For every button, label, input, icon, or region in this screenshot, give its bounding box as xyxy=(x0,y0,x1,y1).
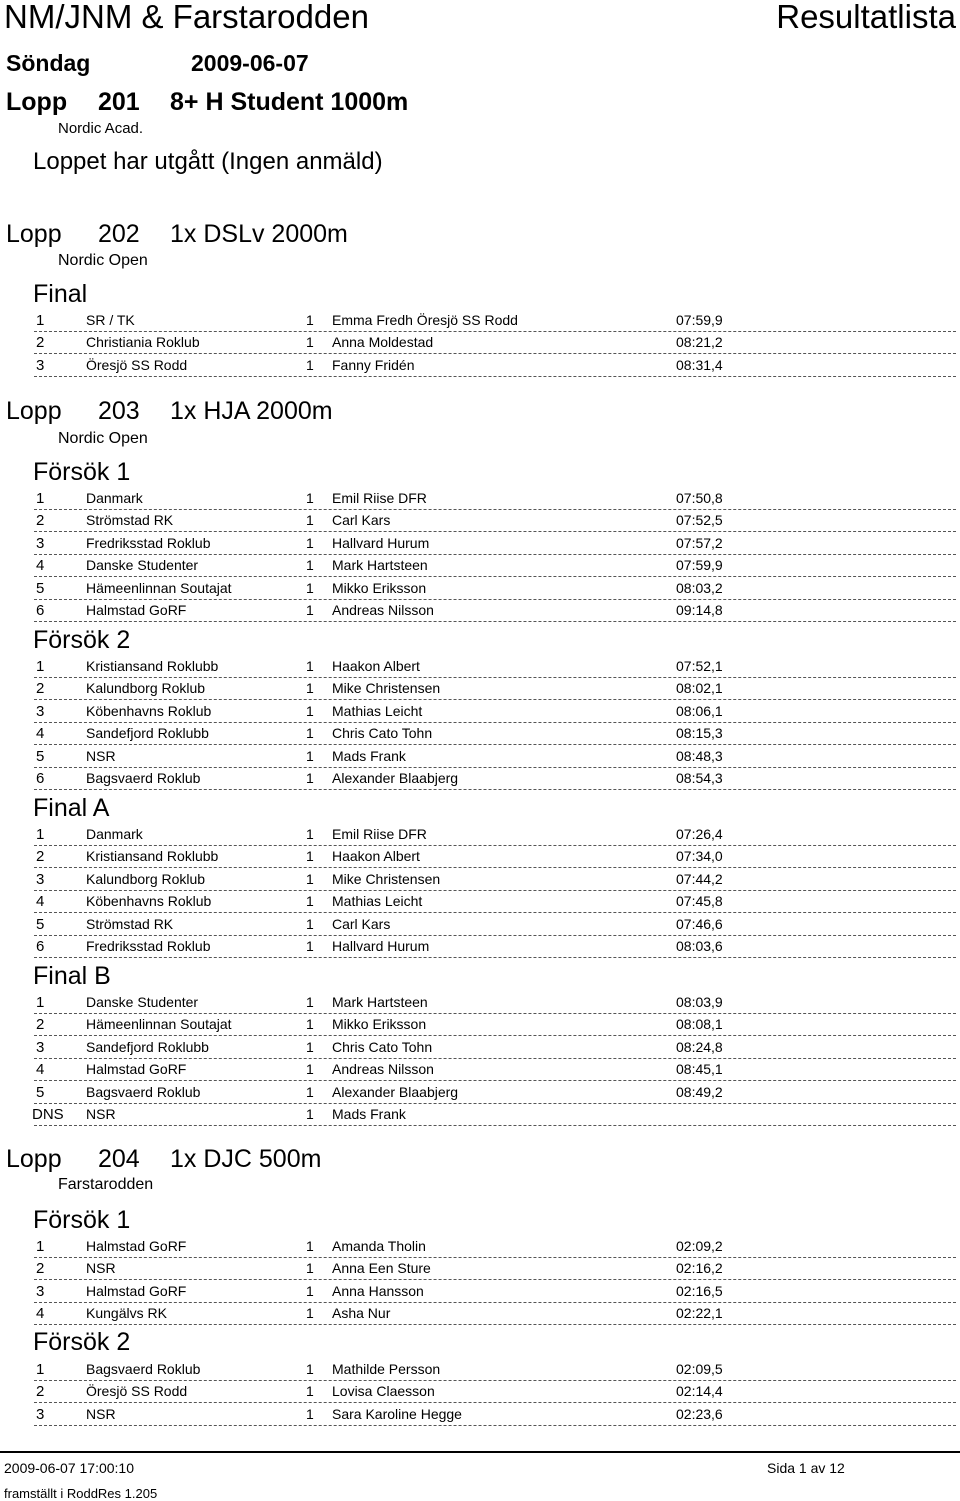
result-position: 2 xyxy=(36,1383,45,1401)
result-row xyxy=(0,848,960,870)
race-venue: Nordic Open xyxy=(58,252,148,269)
row-separator xyxy=(34,331,956,332)
result-time: 08:49,2 xyxy=(676,1083,723,1100)
result-rower: Carl Kars xyxy=(332,915,391,932)
result-club: Fredriksstad Roklub xyxy=(86,534,211,551)
result-position: 3 xyxy=(36,702,45,720)
result-time: 07:52,1 xyxy=(676,658,723,674)
result-row xyxy=(0,490,960,512)
result-boat-number: 1 xyxy=(306,658,314,674)
result-boat-number: 1 xyxy=(306,680,314,697)
row-separator xyxy=(34,531,956,532)
result-club: Köbenhavns Roklub xyxy=(86,702,212,719)
row-separator xyxy=(34,957,956,958)
row-separator xyxy=(34,677,956,678)
result-row xyxy=(0,916,960,938)
race-label: Lopp xyxy=(6,88,68,116)
result-boat-number: 1 xyxy=(306,848,314,865)
result-row xyxy=(0,938,960,960)
result-club: Halmstad GoRF xyxy=(86,602,187,619)
result-position: 3 xyxy=(36,1282,45,1300)
result-row xyxy=(0,602,960,624)
result-position: 3 xyxy=(36,356,45,374)
row-separator xyxy=(34,1035,956,1036)
footer-timestamp: 2009-06-07 17:00:10 xyxy=(4,1460,134,1476)
result-rower: Chris Cato Tohn xyxy=(332,725,433,742)
result-club: Hämeenlinnan Soutajat xyxy=(86,1016,232,1033)
result-boat-number: 1 xyxy=(306,747,314,764)
result-row xyxy=(0,748,960,770)
row-separator xyxy=(34,1125,956,1126)
row-separator xyxy=(34,744,956,745)
row-separator xyxy=(34,509,956,510)
row-separator xyxy=(34,1058,956,1059)
result-position: 5 xyxy=(36,915,45,933)
result-rower: Fanny Fridén xyxy=(332,356,415,373)
result-time: 07:34,0 xyxy=(676,848,723,865)
result-row xyxy=(0,312,960,334)
result-club: Kalundborg Roklub xyxy=(86,870,206,887)
result-position: 6 xyxy=(36,770,45,788)
heat-title: Försök 2 xyxy=(33,626,131,654)
result-position: 2 xyxy=(36,334,45,352)
result-time: 02:23,6 xyxy=(676,1405,723,1422)
result-position: 4 xyxy=(36,893,45,911)
result-row xyxy=(0,770,960,792)
result-rower: Mike Christensen xyxy=(332,870,441,887)
result-rower: Andreas Nilsson xyxy=(332,1061,434,1078)
result-rower: Anna Moldestad xyxy=(332,334,434,351)
result-club: Christiania Roklub xyxy=(86,334,200,351)
result-rower: Mike Christensen xyxy=(332,680,441,697)
result-row xyxy=(0,703,960,725)
result-rower: Mikko Eriksson xyxy=(332,579,427,596)
result-club: Strömstad RK xyxy=(86,915,174,932)
result-time: 07:44,2 xyxy=(676,870,723,887)
result-position: 4 xyxy=(36,557,45,575)
result-time: 02:16,2 xyxy=(676,1260,723,1277)
result-row xyxy=(0,893,960,915)
result-boat-number: 1 xyxy=(306,826,314,842)
result-rower: Hallvard Hurum xyxy=(332,938,430,955)
row-separator xyxy=(34,554,956,555)
result-rower: Alexander Blaabjerg xyxy=(332,1083,459,1100)
result-position: 5 xyxy=(36,747,45,765)
result-club: Danske Studenter xyxy=(86,994,199,1010)
result-time: 08:03,6 xyxy=(676,938,723,955)
result-boat-number: 1 xyxy=(306,1361,314,1377)
row-separator xyxy=(34,722,956,723)
row-separator xyxy=(34,890,956,891)
row-separator xyxy=(34,1380,956,1381)
result-position: 3 xyxy=(36,870,45,888)
row-separator xyxy=(34,621,956,622)
result-row xyxy=(0,512,960,534)
result-position: 4 xyxy=(36,725,45,743)
result-row xyxy=(0,1061,960,1083)
result-boat-number: 1 xyxy=(306,1061,314,1078)
race-number: 203 xyxy=(98,397,140,425)
result-boat-number: 1 xyxy=(306,870,314,887)
result-club: Fredriksstad Roklub xyxy=(86,938,211,955)
result-position: 4 xyxy=(36,1061,45,1079)
row-separator xyxy=(34,576,956,577)
result-time: 08:03,2 xyxy=(676,579,723,596)
result-rower: Andreas Nilsson xyxy=(332,602,434,619)
heat-title: Final xyxy=(33,280,88,308)
race-name: 1x HJA 2000m xyxy=(170,397,333,425)
result-club: Öresjö SS Rodd xyxy=(86,1383,188,1400)
result-position: 1 xyxy=(36,1238,45,1255)
result-club: Bagsvaerd Roklub xyxy=(86,770,201,787)
document-title: NM/JNM & Farstarodden xyxy=(4,0,369,35)
result-club: Kungälvs RK xyxy=(86,1305,167,1322)
result-time: 07:57,2 xyxy=(676,534,723,551)
result-time: 07:45,8 xyxy=(676,893,723,910)
result-row xyxy=(0,1238,960,1260)
heat-title: Försök 1 xyxy=(33,458,131,486)
result-boat-number: 1 xyxy=(306,1106,314,1123)
result-boat-number: 1 xyxy=(306,938,314,955)
result-position: 4 xyxy=(36,1305,45,1323)
result-rower: Amanda Tholin xyxy=(332,1238,426,1254)
result-position: 5 xyxy=(36,1083,45,1101)
result-time: 07:50,8 xyxy=(676,490,723,506)
result-club: Halmstad GoRF xyxy=(86,1238,187,1254)
result-boat-number: 1 xyxy=(306,512,314,529)
row-separator xyxy=(34,1257,956,1258)
row-separator xyxy=(34,767,956,768)
result-rower: Anna Een Sture xyxy=(332,1260,431,1277)
result-position: 2 xyxy=(36,848,45,866)
race-note: Loppet har utgått (Ingen anmäld) xyxy=(33,148,383,175)
result-position: 3 xyxy=(36,1405,45,1423)
result-row xyxy=(0,1106,960,1128)
result-time: 07:59,9 xyxy=(676,557,723,574)
result-boat-number: 1 xyxy=(306,534,314,551)
result-club: Kristiansand Roklubb xyxy=(86,658,219,674)
result-rower: Anna Hansson xyxy=(332,1282,424,1299)
result-club: Danske Studenter xyxy=(86,557,199,574)
result-club: Köbenhavns Roklub xyxy=(86,893,212,910)
result-club: Hämeenlinnan Soutajat xyxy=(86,579,232,596)
race-venue: Nordic Acad. xyxy=(58,120,144,137)
result-row xyxy=(0,357,960,379)
result-row xyxy=(0,871,960,893)
result-rower: Emma Fredh Öresjö SS Rodd xyxy=(332,312,518,328)
result-boat-number: 1 xyxy=(306,490,314,506)
result-position: 2 xyxy=(36,1260,45,1278)
row-separator xyxy=(34,912,956,913)
result-boat-number: 1 xyxy=(306,1238,314,1254)
result-club: Sandefjord Roklubb xyxy=(86,725,209,742)
row-separator xyxy=(34,789,956,790)
result-rower: Mikko Eriksson xyxy=(332,1016,427,1033)
result-club: Kristiansand Roklubb xyxy=(86,848,219,865)
result-boat-number: 1 xyxy=(306,1016,314,1033)
result-position: 1 xyxy=(36,826,45,843)
result-rower: Emil Riise DFR xyxy=(332,826,427,842)
race-label: Lopp xyxy=(6,220,62,248)
result-time: 09:14,8 xyxy=(676,602,723,619)
result-boat-number: 1 xyxy=(306,1282,314,1299)
result-row xyxy=(0,826,960,848)
document-type: Resultatlista xyxy=(776,0,956,35)
result-row xyxy=(0,1283,960,1305)
result-row xyxy=(0,535,960,557)
result-rower: Mathilde Persson xyxy=(332,1361,441,1377)
row-separator xyxy=(34,1402,956,1403)
result-time: 08:48,3 xyxy=(676,747,723,764)
heat-title: Final B xyxy=(33,962,111,990)
result-boat-number: 1 xyxy=(306,1083,314,1100)
result-rower: Alexander Blaabjerg xyxy=(332,770,459,787)
result-boat-number: 1 xyxy=(306,1038,314,1055)
date-label: 2009-06-07 xyxy=(191,50,309,76)
result-row xyxy=(0,680,960,702)
result-time: 02:09,5 xyxy=(676,1361,723,1377)
result-rower: Emil Riise DFR xyxy=(332,490,427,506)
result-club: Bagsvaerd Roklub xyxy=(86,1361,201,1377)
row-separator xyxy=(34,867,956,868)
heat-title: Final A xyxy=(33,794,110,822)
result-row xyxy=(0,725,960,747)
row-separator xyxy=(34,376,956,377)
result-rower: Mark Hartsteen xyxy=(332,557,428,574)
result-rower: Haakon Albert xyxy=(332,658,420,674)
heat-title: Försök 1 xyxy=(33,1206,131,1234)
result-row xyxy=(0,1406,960,1428)
result-club: SR / TK xyxy=(86,312,135,328)
result-row xyxy=(0,1305,960,1327)
result-position: 1 xyxy=(36,994,45,1011)
result-row xyxy=(0,1260,960,1282)
result-club: Kalundborg Roklub xyxy=(86,680,206,697)
result-boat-number: 1 xyxy=(306,1260,314,1277)
footer-divider xyxy=(0,1451,960,1453)
result-rower: Hallvard Hurum xyxy=(332,534,430,551)
result-rower: Mads Frank xyxy=(332,1106,406,1123)
race-name: 1x DJC 500m xyxy=(170,1145,322,1173)
result-boat-number: 1 xyxy=(306,356,314,373)
result-row xyxy=(0,334,960,356)
row-separator xyxy=(34,353,956,354)
result-row xyxy=(0,1084,960,1106)
race-label: Lopp xyxy=(6,397,62,425)
result-boat-number: 1 xyxy=(306,312,314,328)
result-boat-number: 1 xyxy=(306,893,314,910)
row-separator xyxy=(34,845,956,846)
result-row xyxy=(0,580,960,602)
result-time: 08:45,1 xyxy=(676,1061,723,1078)
result-club: Danmark xyxy=(86,490,143,506)
result-position: 3 xyxy=(36,534,45,552)
result-club: Strömstad RK xyxy=(86,512,174,529)
result-club: NSR xyxy=(86,747,116,764)
result-time: 07:26,4 xyxy=(676,826,723,842)
result-club: Öresjö SS Rodd xyxy=(86,356,188,373)
result-position: 2 xyxy=(36,512,45,530)
day-label: Söndag xyxy=(6,50,91,76)
result-rower: Sara Karoline Hegge xyxy=(332,1405,462,1422)
race-name: 1x DSLv 2000m xyxy=(170,220,348,248)
result-row xyxy=(0,1383,960,1405)
result-time: 02:22,1 xyxy=(676,1305,723,1322)
result-rower: Asha Nur xyxy=(332,1305,391,1322)
result-time: 08:31,4 xyxy=(676,356,723,373)
race-number: 201 xyxy=(98,88,140,116)
result-time: 08:03,9 xyxy=(676,994,723,1010)
result-club: NSR xyxy=(86,1405,116,1422)
result-position: 2 xyxy=(36,1016,45,1034)
result-boat-number: 1 xyxy=(306,557,314,574)
result-club: Halmstad GoRF xyxy=(86,1282,187,1299)
result-rower: Mathias Leicht xyxy=(332,893,423,910)
result-boat-number: 1 xyxy=(306,1405,314,1422)
race-number: 202 xyxy=(98,220,140,248)
result-position: 1 xyxy=(36,1361,45,1378)
result-time: 08:08,1 xyxy=(676,1016,723,1033)
result-time: 07:46,6 xyxy=(676,915,723,932)
result-row xyxy=(0,994,960,1016)
result-boat-number: 1 xyxy=(306,602,314,619)
row-separator xyxy=(34,1080,956,1081)
result-row xyxy=(0,1039,960,1061)
result-boat-number: 1 xyxy=(306,915,314,932)
generator-note: framställt i RoddRes 1.205 xyxy=(4,1486,158,1501)
page-indicator: Sida 1 av 12 xyxy=(767,1460,845,1476)
race-name: 8+ H Student 1000m xyxy=(170,88,409,116)
row-separator xyxy=(34,599,956,600)
result-club: NSR xyxy=(86,1106,116,1123)
result-row xyxy=(0,1361,960,1383)
result-boat-number: 1 xyxy=(306,770,314,787)
race-label: Lopp xyxy=(6,1145,62,1173)
result-position: 3 xyxy=(36,1038,45,1056)
result-rower: Mads Frank xyxy=(332,747,406,764)
result-position: 6 xyxy=(36,938,45,956)
result-boat-number: 1 xyxy=(306,725,314,742)
row-separator xyxy=(34,1425,956,1426)
result-position: 5 xyxy=(36,579,45,597)
result-rower: Carl Kars xyxy=(332,512,391,529)
result-row xyxy=(0,557,960,579)
row-separator xyxy=(34,1103,956,1104)
result-time: 08:54,3 xyxy=(676,770,723,787)
row-separator xyxy=(34,1324,956,1325)
result-club: NSR xyxy=(86,1260,116,1277)
row-separator xyxy=(34,1279,956,1280)
result-time: 02:16,5 xyxy=(676,1282,723,1299)
result-boat-number: 1 xyxy=(306,994,314,1010)
result-club: Halmstad GoRF xyxy=(86,1061,187,1078)
result-row xyxy=(0,658,960,680)
result-position: 1 xyxy=(36,312,45,329)
result-time: 08:06,1 xyxy=(676,702,723,719)
race-number: 204 xyxy=(98,1145,140,1173)
result-rower: Mark Hartsteen xyxy=(332,994,428,1010)
result-position: 1 xyxy=(36,490,45,507)
row-separator xyxy=(34,1013,956,1014)
result-position: DNS xyxy=(32,1106,64,1124)
result-time: 02:14,4 xyxy=(676,1383,723,1400)
heat-title: Försök 2 xyxy=(33,1328,131,1356)
result-time: 07:59,9 xyxy=(676,312,723,328)
result-row xyxy=(0,1016,960,1038)
result-club: Bagsvaerd Roklub xyxy=(86,1083,201,1100)
row-separator xyxy=(34,699,956,700)
result-time: 08:21,2 xyxy=(676,334,723,351)
result-rower: Haakon Albert xyxy=(332,848,420,865)
result-rower: Mathias Leicht xyxy=(332,702,423,719)
row-separator xyxy=(34,1302,956,1303)
result-club: Danmark xyxy=(86,826,143,842)
result-time: 02:09,2 xyxy=(676,1238,723,1254)
result-boat-number: 1 xyxy=(306,579,314,596)
result-rower: Lovisa Claesson xyxy=(332,1383,435,1400)
race-venue: Nordic Open xyxy=(58,430,148,447)
row-separator xyxy=(34,935,956,936)
result-time: 07:52,5 xyxy=(676,512,723,529)
result-boat-number: 1 xyxy=(306,334,314,351)
result-club: Sandefjord Roklubb xyxy=(86,1038,209,1055)
result-boat-number: 1 xyxy=(306,702,314,719)
result-time: 08:24,8 xyxy=(676,1038,723,1055)
result-time: 08:15,3 xyxy=(676,725,723,742)
result-rower: Chris Cato Tohn xyxy=(332,1038,433,1055)
result-position: 1 xyxy=(36,658,45,675)
result-position: 2 xyxy=(36,680,45,698)
race-venue: Farstarodden xyxy=(58,1176,154,1193)
result-time: 08:02,1 xyxy=(676,680,723,697)
result-boat-number: 1 xyxy=(306,1383,314,1400)
result-boat-number: 1 xyxy=(306,1305,314,1322)
result-position: 6 xyxy=(36,602,45,620)
